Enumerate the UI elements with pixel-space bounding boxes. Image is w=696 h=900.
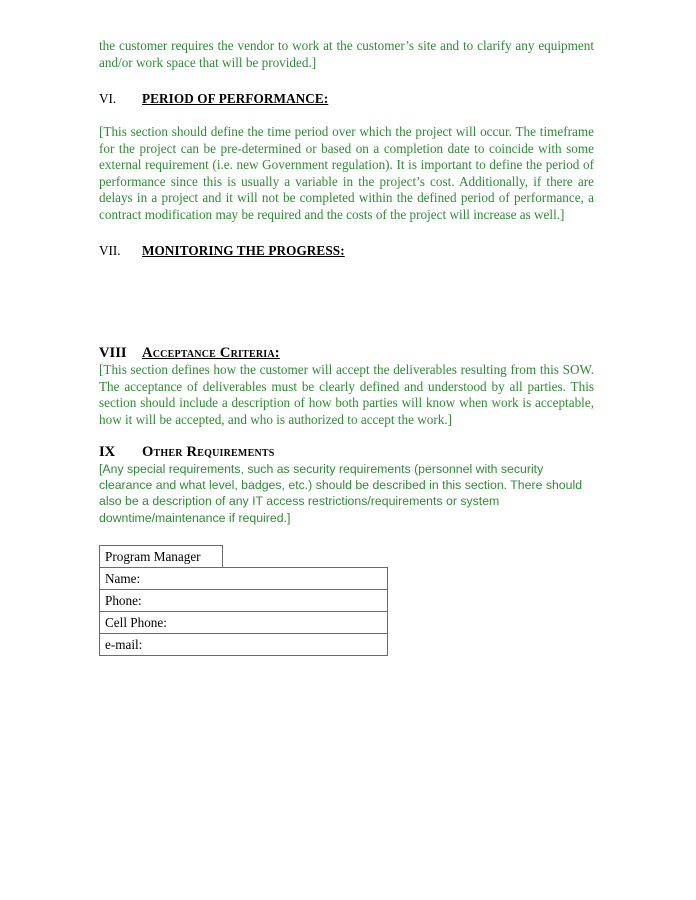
section-number-ix: IX	[99, 444, 116, 460]
table-header-program-manager: Program Manager	[100, 545, 223, 567]
document-content	[99, 38, 594, 656]
section-heading-ix	[99, 444, 594, 461]
section-body-viii: [This section defines how the customer will accept the deliverables resulting from this SOW. The acceptance of deliverables must be clearly defined and understood by all parties. This section should include a description of how both parties will know when work is acceptable, how it will be accepted, and who is authorized to accept the work.]	[99, 362, 594, 427]
section-title-ix: Other Requirements	[142, 444, 275, 460]
table-cell-phone[interactable]: Phone:	[100, 589, 388, 611]
table-row	[100, 589, 388, 611]
spacer	[99, 428, 594, 444]
spacer	[99, 107, 594, 124]
table-row	[100, 567, 388, 589]
section-number-viii: VIII	[99, 345, 127, 361]
section-title-vii: MONITORING THE PROGRESS:	[142, 243, 345, 258]
spacer	[99, 71, 594, 91]
continued-paragraph: the customer requires the vendor to work at the customer’s site and to clarify any equipment and/or work space that will be provided.]	[99, 38, 594, 70]
table-cell-name[interactable]: Name:	[100, 567, 388, 589]
spacer	[99, 223, 594, 243]
section-title-viii: Acceptance Criteria:	[142, 345, 280, 361]
section-body-vi: [This section should define the time period over which the project will occur. The timeframe for the project can be pre-determined or based on a completion date to coincide with some external requirement (i.e. new Government regulation). It is important to define the period of performance since this is usually a variable in the project’s cost. Additionally, if there are delays in a project and it will not be completed within the defined period of performance, a contract modification may be required and the costs of the project will increase as well.]	[99, 124, 594, 222]
table-row	[100, 611, 388, 633]
section-heading-vii	[99, 243, 594, 259]
table-header-spacer	[223, 545, 388, 567]
table-cell-cell-phone[interactable]: Cell Phone:	[100, 611, 388, 633]
program-manager-contact-table	[99, 545, 388, 656]
table-cell-email[interactable]: e-mail:	[100, 633, 388, 655]
section-heading-vi	[99, 91, 594, 107]
table-row-header	[100, 545, 388, 567]
section-body-ix: [Any special requirements, such as security requirements (personnel with security clearance and what level, badges, etc.) should be described in this section. There should also be a description of any IT access restrictions/requirements or system downtime/maintenance if required.]	[99, 462, 583, 525]
spacer	[99, 526, 594, 545]
section-heading-viii	[99, 345, 594, 362]
table-row	[100, 633, 388, 655]
section-number-vi: VI.	[99, 91, 117, 106]
section-number-vii: VII.	[99, 243, 121, 258]
empty-section-area-vii	[99, 259, 594, 345]
section-title-vi: PERIOD OF PERFORMANCE:	[142, 91, 329, 106]
